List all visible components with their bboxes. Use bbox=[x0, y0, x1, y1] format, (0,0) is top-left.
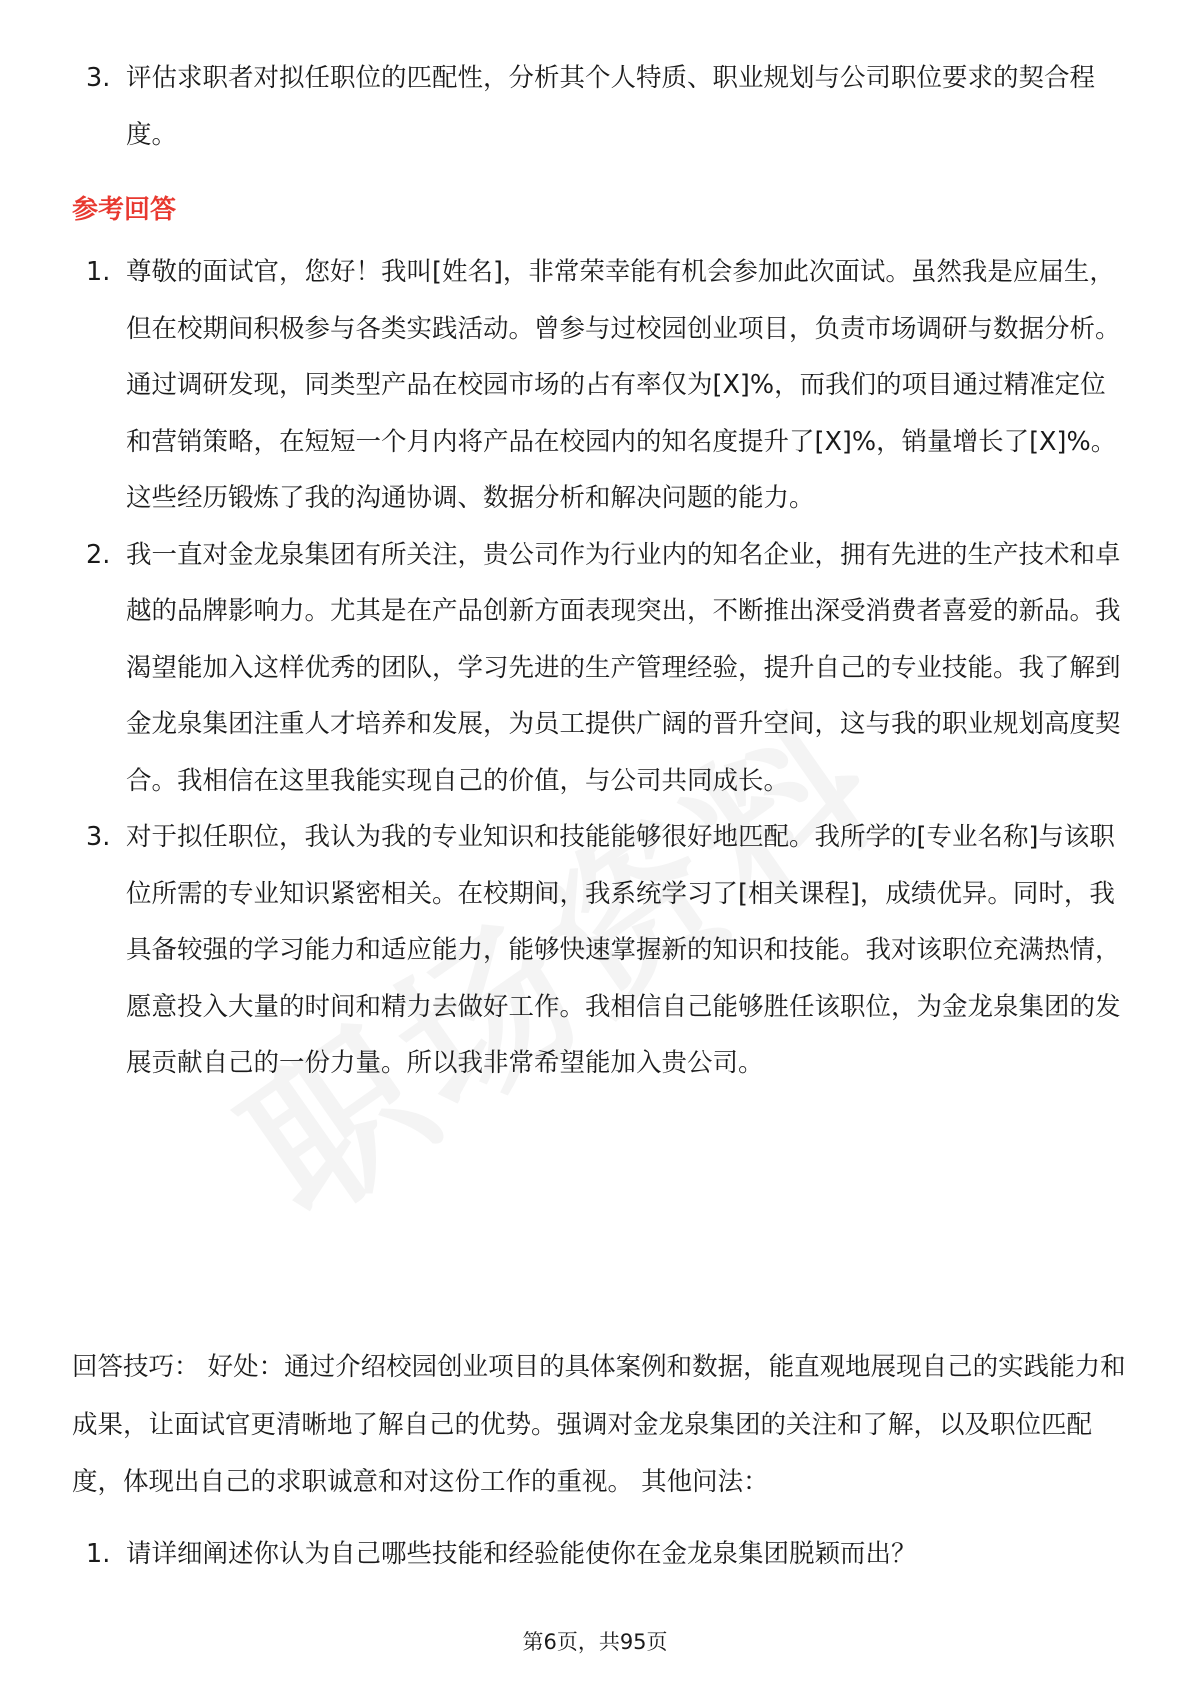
list-item bbox=[0, 809, 1121, 1092]
list-item-number: 3. bbox=[86, 822, 111, 852]
list-item bbox=[0, 1526, 1121, 1583]
list-item-text: 请详细阐述你认为自己哪些技能和经验能使你在金龙泉集团脱颖而出？ bbox=[126, 1539, 917, 1569]
section-title: 参考回答 bbox=[72, 195, 177, 225]
list-item-text: 评估求职者对拟任职位的匹配性，分析其个人特质、职业规划与公司职位要求的契合程度。 bbox=[126, 63, 1096, 150]
list-item-number: 2. bbox=[86, 539, 111, 570]
answer-tips: 回答技巧： 好处：通过介绍校园创业项目的具体案例和数据，能直观地展现自己的实践能力和成果，让面试官更清晰地了解自己的优势。强调对金龙泉集团的关注和了解，以及职位匹配度，体现出自己的求职诚意和对这份工作的重视。 其他问法： bbox=[72, 1352, 1126, 1497]
list-item-number: 3. bbox=[86, 63, 111, 93]
list-item-number: 1. bbox=[86, 1539, 111, 1569]
list-item bbox=[0, 244, 1121, 527]
list-item-text: 对于拟任职位，我认为我的专业知识和技能能够很好地匹配。我所学的[专业名称]与该职位所需的专业知识紧密相关。在校期间，我系统学习了[相关课程]，成绩优异。同时，我具备较强的学习能力和适应能力，能够快速掌握新的知识和技能。我对该职位充满热情，愿意投入大量的时间和精力去做好工作。我相信自己能够胜任该职位，为金龙泉集团的发展贡献自己的一份力量。所以我非常希望能加入贵公司。 bbox=[126, 822, 1121, 1078]
intro-list bbox=[0, 50, 1190, 163]
list-item-text: 我一直对金龙泉集团有所关注，贵公司作为行业内的知名企业，拥有先进的生产技术和卓越的品牌影响力。尤其是在产品创新方面表现突出，不断推出深受消费者喜爱的新品。我渴望能加入这样优秀的团队，学习先进的生产管理经验，提升自己的专业技能。我了解到金龙泉集团注重人才培养和发展，为员工提供广阔的晋升空间，这与我的职业规划高度契合。我相信在这里我能实现自己的价值，与公司共同成长。 bbox=[126, 539, 1121, 796]
answer-list bbox=[0, 244, 1190, 1092]
other-questions-list bbox=[0, 1526, 1190, 1583]
list-item bbox=[0, 527, 1121, 810]
list-item bbox=[0, 50, 1121, 163]
list-item-text: 尊敬的面试官，您好！我叫[姓名]，非常荣幸能有机会参加此次面试。虽然我是应届生，但在校期间积极参与各类实践活动。曾参与过校园创业项目，负责市场调研与数据分析。通过调研发现，同类型产品在校园市场的占有率仅为[X]%，而我们的项目通过精准定位和营销策略，在短短一个月内将产品在校园内的知名度提升了[X]%，销量增长了[X]%。这些经历锻炼了我的沟通协调、数据分析和解决问题的能力。 bbox=[126, 257, 1121, 513]
page-footer: 第6页，共95页 bbox=[522, 1630, 668, 1654]
list-item-number: 1. bbox=[86, 257, 111, 287]
